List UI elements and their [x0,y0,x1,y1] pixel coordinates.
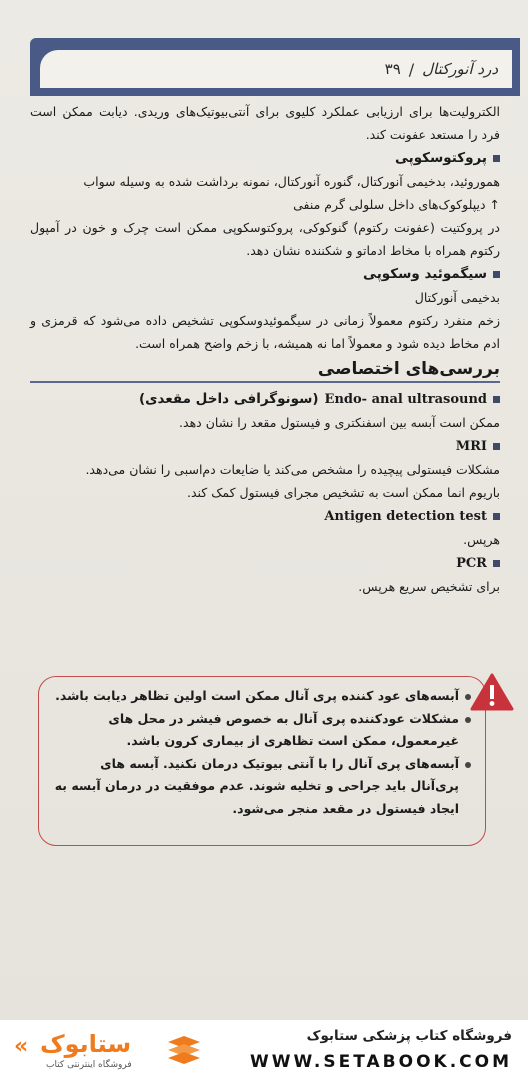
proctoscopy-line: هموروئید، بدخیمی آنورکتال، گنوره آنورکتال، نمونه برداشت شده به وسیله سواب [83,174,500,189]
square-bullet-icon [493,560,500,567]
mri-line: باریوم انما ممکن است به تشخیص مجرای فیستول کمک کند. [186,485,500,500]
proctoscopy-line: در پروکتیت (عفونت رکتوم) گنوکوکی، پروکتوسکوپی ممکن است چرک و خون در آمپول رکتوم همراه با مخاط ادماتو و شکننده نشان دهد. [30,220,500,258]
chapter-header [40,50,512,88]
warning-item-text: آبسه‌های پری آنال را با آنتی بیوتیک درمان نکنید. آبسه های پری‌آنال باید جراحی و تخلیه شوند. عدم موفقیت در درمان آبسه به ایجاد فیستول در مقعد منجر می‌شود. [54,755,459,816]
logo-text: ستابوک [40,1030,132,1058]
warning-triangle-icon [470,672,514,712]
double-chevron-icon: « [14,1034,29,1059]
pcr-title: PCR [456,555,487,571]
sigmoidoscopy-line: بدخیمی آنورکتال [414,290,500,305]
intro-paragraph: الکترولیت‌ها برای ارزیابی عملکرد کلیوی برای آنتی‌بیوتیک‌های وریدی. دیابت ممکن است فرد را مستعد عفونت کند. [30,104,500,142]
endo-us-heading [30,387,500,411]
warning-item [53,708,471,753]
sigmoidoscopy-heading [30,262,500,286]
warning-box [38,676,486,846]
square-bullet-icon [493,513,500,520]
sigmoidoscopy-line: زخم منفرد رکتوم معمولاً زمانی در سیگموئیدوسکوپی تشخیص داده می‌شود که قرمزی و ادم مخاط دیده شود و معمولاً اما نه همیشه، با زخم واضح همراه است. [30,313,500,351]
proctoscopy-title: پروکتوسکوپی [394,150,487,166]
warning-item-text: مشکلات عودکننده پری آنال به خصوص فیشر در محل های غیرمعمول، ممکن است تظاهری از بیماری کرون باشد. [108,710,459,748]
page-number: ۳۹ [384,60,401,78]
warning-item [53,753,471,821]
mri-title: MRI [455,438,487,454]
setabook-logo[interactable] [14,1030,204,1074]
square-bullet-icon [493,271,500,278]
sigmoidoscopy-title: سیگموئید وسکوپی [363,266,487,282]
bullet-dot-icon [465,717,471,723]
logo-subtitle: فروشگاه اینترنتی کتاب [46,1060,132,1070]
antigen-title: Antigen detection test [324,508,487,524]
endo-us-title-en: Endo- anal ultrasound [324,391,487,407]
proctoscopy-line: ↑ دیپلوکوک‌های داخل سلولی گرم منفی [293,197,500,212]
bullet-dot-icon [465,762,471,768]
header-separator: / [408,59,415,79]
square-bullet-icon [493,155,500,162]
endo-us-text: ممکن است آبسه بین اسفنکتری و فیستول مقعد را نشان دهد. [179,415,500,430]
square-bullet-icon [493,443,500,450]
footer-bar [0,1020,528,1080]
antigen-text: هرپس. [463,532,500,547]
pcr-text: برای تشخیص سریع هرپس. [358,579,500,594]
mri-line: مشکلات فیستولی پیچیده را مشخص می‌کند یا ضایعات دم‌اسبی را نشان می‌دهد. [85,462,500,477]
store-url-link[interactable]: WWW.SETABOOK.COM [250,1052,512,1072]
antigen-heading [30,504,500,528]
chapter-title: درد آنورکتال [422,60,498,78]
warning-item-text: آبسه‌های عود کننده پری آنال ممکن است اولین تظاهر دیابت باشد. [55,688,459,703]
square-bullet-icon [493,396,500,403]
special-tests-heading: بررسی‌های اختصاصی [30,359,500,383]
page-content [30,100,500,598]
warning-item [53,685,471,708]
endo-us-title-fa: (سونوگرافی داخل مقعدی) [138,391,319,407]
mri-heading [30,434,500,458]
pcr-heading [30,551,500,575]
store-title: فروشگاه کتاب پزشکی ستابوک [306,1028,512,1044]
book-stack-icon [164,1034,204,1068]
proctoscopy-heading [30,146,500,170]
